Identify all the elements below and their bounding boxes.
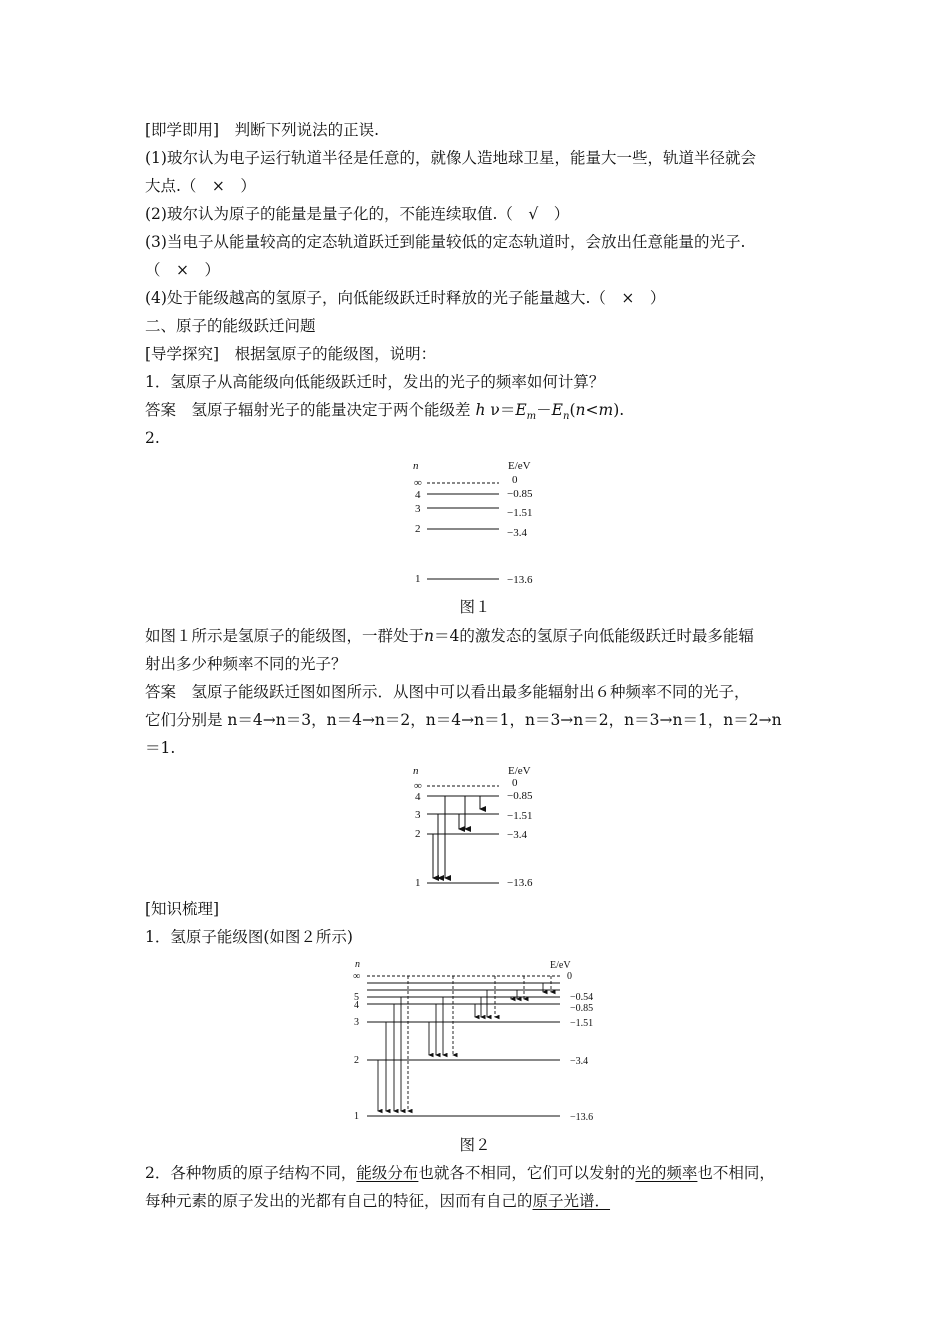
underline-energy-distribution: 能级分布 [356,1164,419,1182]
fig1-e-2: −3.4 [507,527,527,539]
answer-2-line1: 答案 氢原子能级跃迁图如图所示．从图中可以看出最多能辐射出６种频率不同的光子， [145,683,750,701]
knowledge-header: [知识梳理] [145,900,220,918]
practice-item-3-line2: （ × ） [145,261,220,279]
fig2-e-inf: 0 [567,971,572,982]
fig1-n-inf: ∞ [414,477,422,489]
figa-e-inf: 0 [512,777,518,789]
fig2-n-2: 2 [354,1055,359,1066]
answer-2-line3: ＝1. [145,739,176,757]
fig2-e-2: −3.4 [570,1056,589,1067]
figa-n-4: 4 [415,791,421,803]
fig2-n-3: 3 [354,1017,359,1028]
fig1-axis-e: E/eV [508,460,531,472]
figa-n-2: 2 [415,828,421,840]
section2-title: 二、原子的能级跃迁问题 [145,317,316,335]
fig2-n-5: 5 [354,992,359,1003]
practice-item-3-line1: (3)当电子从能量较高的定态轨道跃迁到能量较低的定态轨道时，会放出任意能量的光子. [145,233,746,251]
figure-2-energy-levels [345,956,615,1131]
figa-e-3: −1.51 [507,810,533,822]
fig1-e-4: −0.85 [507,488,533,500]
fig1-n-4: 4 [415,489,421,501]
fig1-e-inf: 0 [512,474,518,486]
figa-axis-n: n [413,765,419,777]
fig2-e-5: −0.54 [570,992,594,1003]
fig2-axis-e: E/eV [550,960,571,971]
figure-1-energy-levels [405,456,555,591]
fig1-e-1: −13.6 [507,574,533,586]
question-2-line1: 如图１所示是氢原子的能级图，一群处于n＝4的激发态的氢原子向低能级跃迁时最多能辐 [145,627,754,645]
figure-2-caption: 图２ [459,1136,491,1154]
underline-light-frequency: 光的频率 [635,1164,698,1182]
answer-2-line2: 它们分别是 n＝4→n＝3，n＝4→n＝2，n＝4→n＝1，n＝3→n＝2，n＝3→n＝1，n＝2→n [145,711,782,729]
fig2-n-4: 4 [354,1000,359,1011]
figa-n-3: 3 [415,809,421,821]
figa-axis-e: E/eV [508,765,531,777]
knowledge-item-2-line2: 每种元素的原子发出的光都有自己的特征，因而有自己的原子光谱． [145,1192,611,1210]
fig2-n-inf: ∞ [353,971,361,982]
fig1-n-2: 2 [415,523,421,535]
figa-e-2: −3.4 [507,829,527,841]
figa-e-1: −13.6 [507,877,533,889]
fig1-n-1: 1 [415,573,421,585]
fig2-e-3: −1.51 [570,1018,594,1029]
fig2-e-4: −0.85 [570,1003,594,1014]
figure-answer-transitions [405,762,555,892]
figa-n-inf: ∞ [414,780,422,792]
practice-item-4: (4)处于能级越高的氢原子，向低能级跃迁时释放的光子能量越大.（ × ） [145,289,666,307]
practice-item-1-line2: 大点.（ × ） [145,177,256,195]
fig1-e-3: −1.51 [507,507,533,519]
figure-1-caption: 图１ [459,598,491,616]
fig2-e-1: −13.6 [570,1112,594,1123]
fig1-n-3: 3 [415,503,421,515]
knowledge-item-2-line1: 2．各种物质的原子结构不同，能级分布也就各不相同，它们可以发射的光的频率也不相同， [145,1164,775,1182]
fig1-axis-n: n [413,460,419,472]
guide-header: [导学探究] 根据氢原子的能级图，说明： [145,345,437,363]
practice-item-2: (2)玻尔认为原子的能量是量子化的，不能连续取值.（ √ ） [145,205,570,223]
question-2-line2: 射出多少种频率不同的光子？ [145,655,347,673]
practice-header: [即学即用] 判断下列说法的正误. [145,121,380,139]
fig2-axis-n: n [355,959,360,970]
answer-1: 答案 氢原子辐射光子的能量决定于两个能级差 h $\nu=E_m-E_n(n<m)$. [145,401,625,423]
practice-item-1-line1: (1)玻尔认为电子运行轨道半径是任意的，就像人造地球卫星，能量大一些，轨道半径就会 [145,149,756,167]
figa-n-1: 1 [415,877,421,889]
question-2-number: 2. [145,429,160,447]
underline-atomic-spectrum: 原子光谱． [532,1192,611,1210]
knowledge-item-1: 1．氢原子能级图(如图２所示) [145,928,353,946]
question-1: 1．氢原子从高能级向低能级跃迁时，发出的光子的频率如何计算？ [145,373,605,391]
fig2-n-1: 1 [354,1111,359,1122]
figa-e-4: −0.85 [507,790,533,802]
